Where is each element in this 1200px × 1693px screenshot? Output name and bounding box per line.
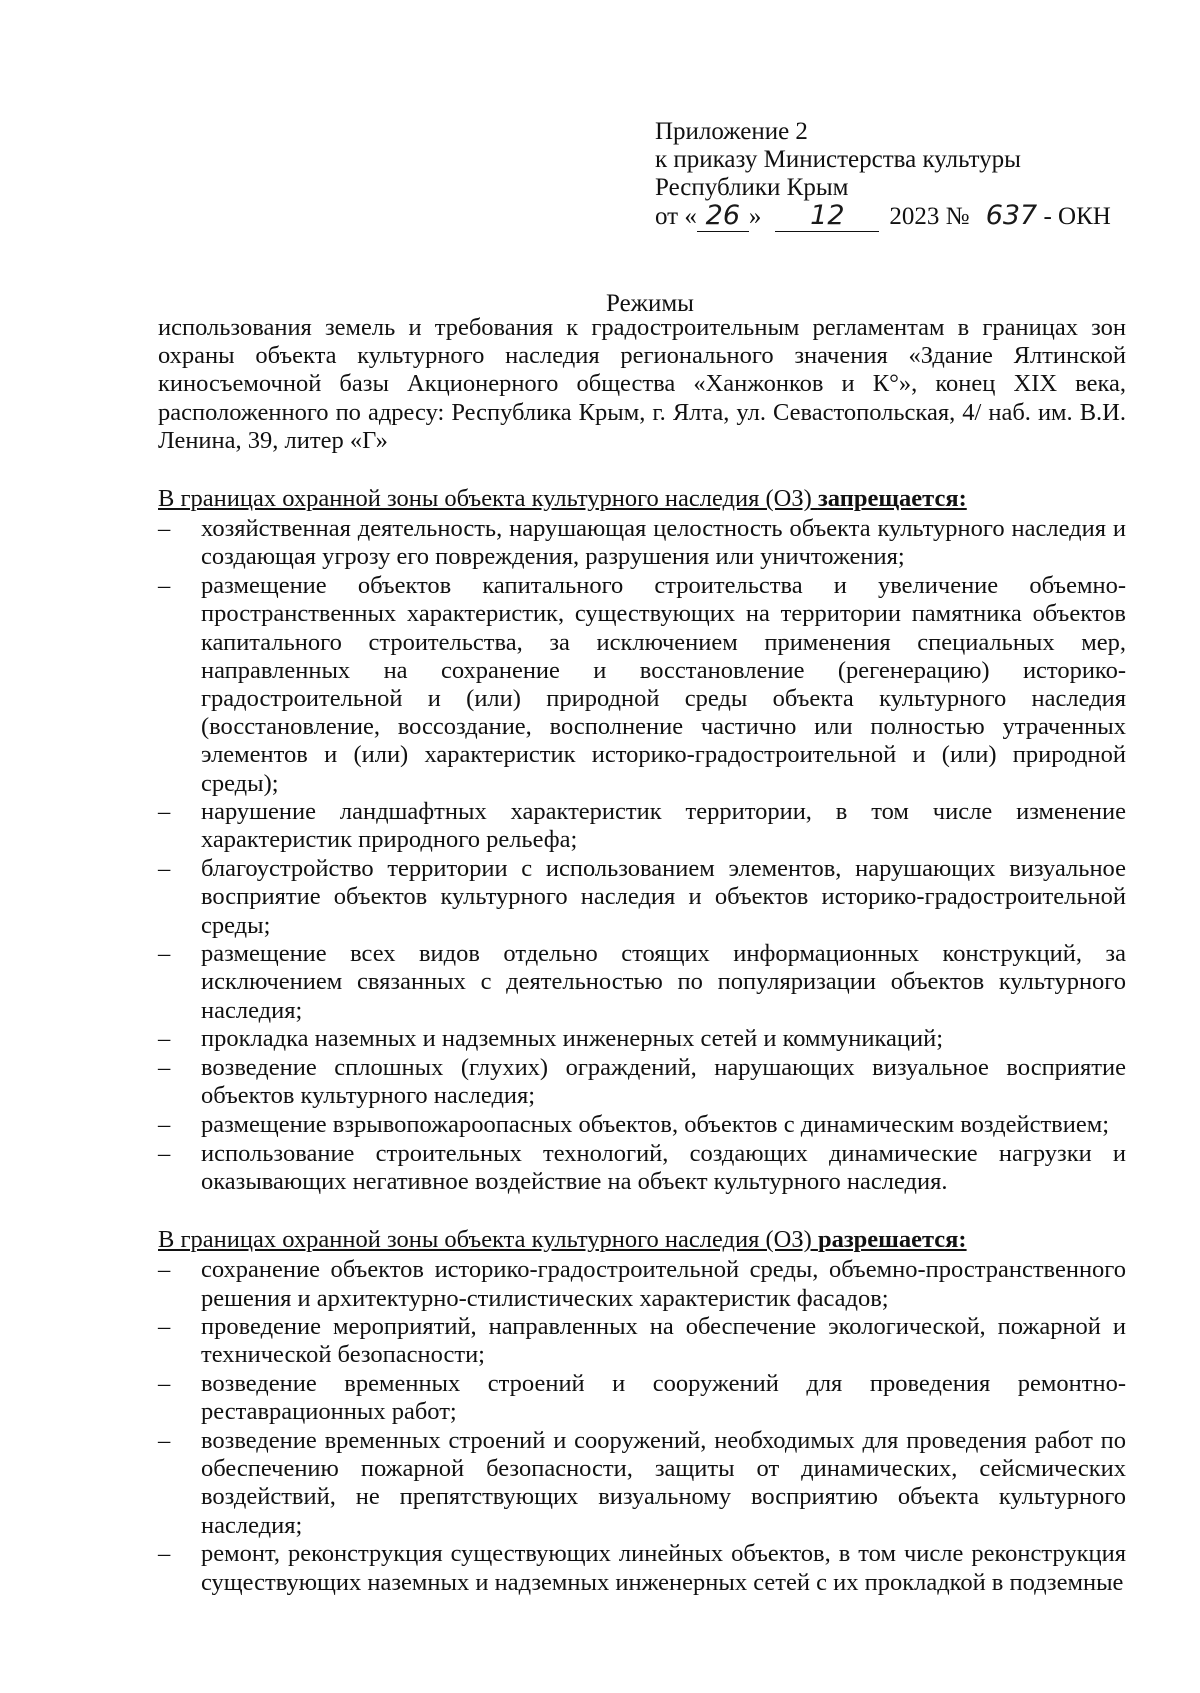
list-item: [158, 515, 1126, 571]
document-body: [158, 314, 1126, 1597]
list-item-text: возведение сплошных (глухих) ограждений, нарушающих визуальное восприятие объектов культурного наследия;: [201, 1054, 1126, 1110]
section-allowed-title: [158, 1226, 1126, 1254]
list-item: [158, 1054, 1126, 1110]
order-date-prefix: от «: [655, 203, 697, 230]
list-item-text: возведение временных строений и сооружений, необходимых для проведения работ по обеспечению пожарной безопасности, защиты от динамических, сейсмических воздействий, не препятствующих визуальному восприятию объекта культурного наследия;: [201, 1427, 1126, 1539]
list-item: [158, 1140, 1126, 1196]
list-item-text: размещение объектов капитального строительства и увеличение объемно-пространственных характеристик, существующих на территории памятника объектов капитального строительства, за исключением применения специальных мер, направленных на сохранение и восстановление (регенерацию) историко-градостроительной и (или) природной среды объекта культурного наследия (восстановление, воссоздание, восполнение частично или полностью утраченных элементов и (или) характеристик историко-градостроительной и (или) природной среды);: [201, 572, 1126, 797]
bullet-dash: –: [158, 798, 171, 826]
appendix-title: Приложение 2: [655, 118, 808, 145]
list-item-text: хозяйственная деятельность, нарушающая целостность объекта культурного наследия и создающая угрозу его повреждения, разрушения или уничтожения;: [201, 515, 1126, 571]
list-item-text: нарушение ландшафтных характеристик территории, в том числе изменение характеристик природного рельефа;: [201, 798, 1126, 854]
list-item: [158, 1540, 1126, 1596]
bullet-dash: –: [158, 1139, 171, 1167]
order-number-field: [979, 202, 1043, 231]
list-item: [158, 1370, 1126, 1426]
order-day-field: [697, 202, 749, 232]
bullet-dash: –: [158, 572, 171, 600]
bullet-dash: –: [158, 515, 171, 543]
list-item-text: размещение взрывопожароопасных объектов, объектов с динамическим воздействием;: [201, 1110, 1110, 1138]
bullet-dash: –: [158, 1313, 171, 1341]
list-item: [158, 855, 1126, 940]
order-month-handwritten: 12: [810, 200, 845, 231]
order-year: 2023 №: [889, 203, 970, 230]
order-day-handwritten: 26: [705, 200, 741, 231]
section-title-text: В границах охранной зоны объекта культурного наследия (ОЗ): [158, 1226, 818, 1254]
section-title-text: В границах охранной зоны объекта культурного наследия (ОЗ): [158, 485, 818, 513]
list-item-text: прокладка наземных и надземных инженерных сетей и коммуникаций;: [201, 1025, 944, 1053]
list-item: [158, 1427, 1126, 1540]
list-item-text: ремонт, реконструкция существующих линейных объектов, в том числе реконструкция существующих наземных и надземных инженерных сетей с их прокладкой в подземные: [201, 1540, 1126, 1596]
appendix-block: [655, 118, 1111, 232]
document-subject: использования земель и требования к градостроительным регламентам в границах зон охраны объекта культурного наследия регионального значения «Здание Ялтинской киносъемочной базы Акционерного общества «Ханжонков и К°», конец XIX века, расположенного по адресу: Республика Крым, г. Ялта, ул. Севастопольская, 4/ наб. им. В.И. Ленина, 39, литер «Г»: [158, 314, 1126, 454]
order-suffix: - ОКН: [1043, 203, 1111, 230]
list-item: [158, 1256, 1126, 1312]
section-title-emphasis: запрещается:: [817, 485, 967, 513]
bullet-dash: –: [158, 1427, 171, 1455]
bullet-dash: –: [158, 1256, 171, 1284]
list-item-text: размещение всех видов отдельно стоящих информационных конструкций, за исключением связанных с деятельностью по популяризации объектов культурного наследия;: [201, 940, 1126, 1024]
bullet-dash: –: [158, 1054, 171, 1082]
list-item-text: использование строительных технологий, создающих динамические нагрузки и оказывающих негативное воздействие на объект культурного наследия.: [201, 1139, 1126, 1195]
list-item-text: возведение временных строений и сооружений для проведения ремонтно-реставрационных работ;: [201, 1370, 1126, 1426]
appendix-order-ref: к приказу Министерства культуры: [655, 146, 1021, 173]
bullet-dash: –: [158, 1540, 171, 1568]
section-title-emphasis: разрешается:: [817, 1226, 967, 1254]
bullet-dash: –: [158, 1370, 171, 1398]
appendix-issuer: Республики Крым: [655, 174, 849, 201]
list-item: [158, 1111, 1126, 1139]
list-item: [158, 572, 1126, 798]
order-number-handwritten: 637: [985, 200, 1038, 231]
list-item-text: благоустройство территории с использованием элементов, нарушающих визуальное восприятие объектов культурного наследия и объектов историко-градостроительной среды;: [201, 855, 1126, 939]
prohibited-list: [158, 515, 1126, 1196]
bullet-dash: –: [158, 1025, 171, 1053]
bullet-dash: –: [158, 1110, 171, 1138]
list-item: [158, 940, 1126, 1025]
bullet-dash: –: [158, 940, 171, 968]
allowed-list: [158, 1256, 1126, 1596]
section-prohibited-title: [158, 485, 1126, 513]
order-date-line: [655, 202, 1111, 232]
bullet-dash: –: [158, 855, 171, 883]
order-month-field: [775, 202, 879, 232]
heading-title: Режимы: [606, 290, 694, 317]
list-item-text: сохранение объектов историко-градостроительной среды, объемно-пространственного решения и архитектурно-стилистических характеристик фасадов;: [201, 1256, 1126, 1312]
list-item: [158, 1313, 1126, 1369]
list-item: [158, 798, 1126, 854]
list-item: [158, 1025, 1126, 1053]
list-item-text: проведение мероприятий, направленных на обеспечение экологической, пожарной и технической безопасности;: [201, 1313, 1126, 1369]
order-date-quote: »: [748, 203, 762, 230]
